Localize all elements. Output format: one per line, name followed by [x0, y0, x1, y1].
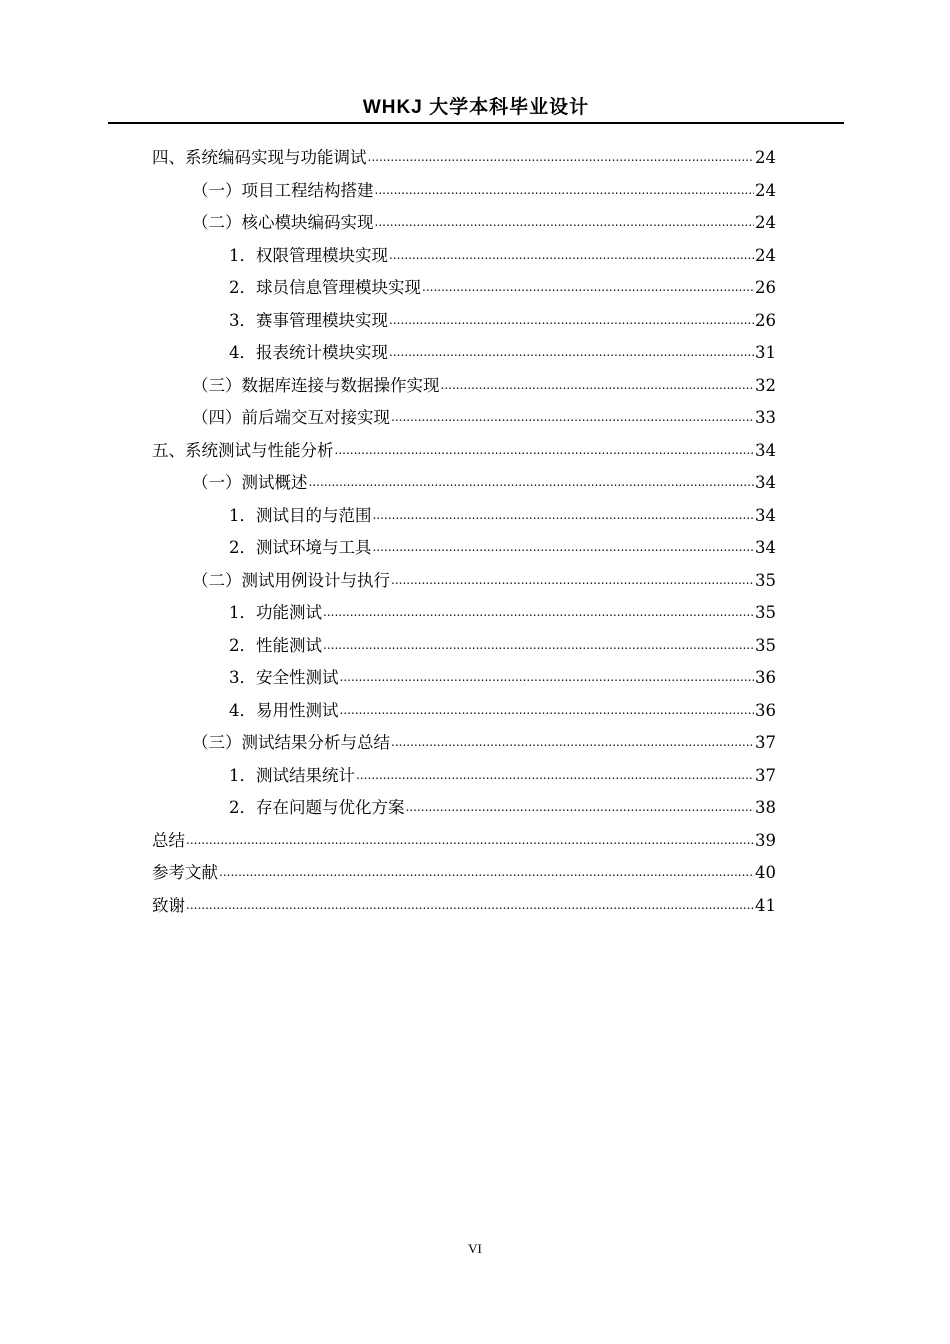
- toc-entry[interactable]: [152, 697, 776, 730]
- toc-entry[interactable]: [152, 794, 776, 827]
- toc-dot-leader: [391, 402, 754, 431]
- toc-entry[interactable]: [152, 762, 776, 795]
- toc-entry-page: 35: [755, 635, 776, 655]
- toc-entry-label: （三）数据库连接与数据操作实现: [192, 375, 440, 395]
- toc-entry-label: （二）测试用例设计与执行: [192, 570, 390, 590]
- toc-dot-leader: [368, 142, 755, 171]
- toc-dot-leader: [340, 695, 755, 724]
- toc-dot-leader: [186, 890, 754, 919]
- toc-entry-page: 35: [755, 603, 776, 622]
- toc-entry-label: 1．测试目的与范围: [229, 505, 372, 525]
- toc-entry-page: 37: [755, 733, 776, 752]
- toc-dot-leader: [186, 825, 754, 854]
- toc-entry-page: 34: [755, 505, 776, 525]
- toc-entry[interactable]: [152, 274, 776, 307]
- toc-dot-leader: [391, 565, 754, 594]
- toc-dot-leader: [335, 435, 755, 464]
- toc-entry[interactable]: [152, 892, 776, 925]
- toc-dot-leader: [441, 370, 755, 399]
- header-divider: [108, 122, 844, 124]
- toc-entry-page: 24: [755, 213, 776, 232]
- toc-entry-label: 2．性能测试: [229, 635, 322, 655]
- toc-dot-leader: [323, 630, 754, 659]
- toc-entry-label: （三）测试结果分析与总结: [192, 733, 390, 752]
- toc-entry[interactable]: [152, 827, 776, 860]
- toc-dot-leader: [323, 597, 754, 626]
- toc-entry-label: 参考文献: [152, 863, 218, 882]
- toc-entry-page: 34: [755, 440, 776, 460]
- toc-entry-label: 四、系统编码实现与功能调试: [152, 148, 367, 167]
- toc-entry-page: 26: [755, 278, 776, 297]
- toc-entry[interactable]: [152, 664, 776, 697]
- toc-entry[interactable]: [152, 339, 776, 372]
- toc-entry-page: 37: [755, 765, 776, 785]
- toc-entry-label: 总结: [152, 830, 185, 850]
- toc-dot-leader: [389, 305, 754, 334]
- page-number: VI: [468, 1241, 482, 1256]
- toc-entry-page: 34: [755, 538, 776, 557]
- toc-entry-label: 4．易用性测试: [229, 700, 339, 720]
- page-header: [108, 94, 844, 122]
- header-title: WHKJ 大学本科毕业设计: [362, 97, 590, 118]
- toc-dot-leader: [356, 760, 754, 789]
- toc-entry[interactable]: [152, 469, 776, 502]
- toc-entry-label: 1．权限管理模块实现: [229, 245, 388, 265]
- toc-entry-page: 31: [755, 343, 776, 362]
- toc-entry[interactable]: [152, 209, 776, 242]
- toc-entry[interactable]: [152, 307, 776, 340]
- toc-dot-leader: [219, 857, 754, 886]
- toc-entry[interactable]: [152, 567, 776, 600]
- toc-entry[interactable]: [152, 404, 776, 437]
- toc-entry-page: 35: [755, 570, 776, 590]
- toc-entry[interactable]: [152, 177, 776, 210]
- toc-dot-leader: [375, 175, 755, 204]
- toc-dot-leader: [406, 792, 755, 821]
- toc-entry-page: 40: [755, 863, 776, 882]
- toc-entry-page: 33: [755, 408, 776, 427]
- toc-dot-leader: [373, 532, 755, 561]
- toc-entry[interactable]: [152, 859, 776, 892]
- toc-dot-leader: [309, 467, 755, 496]
- toc-dot-leader: [389, 337, 754, 366]
- toc-entry-label: 2．存在问题与优化方案: [229, 798, 405, 817]
- toc-dot-leader: [391, 727, 754, 756]
- toc-entry-page: 34: [755, 473, 776, 492]
- toc-entry-page: 41: [755, 895, 776, 915]
- toc-entry-label: （二）核心模块编码实现: [192, 213, 374, 232]
- toc-entry[interactable]: [152, 632, 776, 665]
- toc-entry-label: 2．测试环境与工具: [229, 538, 372, 557]
- toc-entry-label: 1．功能测试: [229, 603, 322, 622]
- toc-entry-page: 38: [755, 798, 776, 817]
- toc-entry-page: 36: [755, 668, 776, 687]
- toc-entry-label: （一）项目工程结构搭建: [192, 180, 374, 200]
- toc-dot-leader: [389, 240, 754, 269]
- toc-entry-label: （一）测试概述: [192, 473, 308, 492]
- toc-entry-page: 24: [755, 245, 776, 265]
- toc-entry[interactable]: [152, 729, 776, 762]
- toc-dot-leader: [422, 272, 754, 301]
- table-of-contents: [152, 144, 776, 924]
- toc-entry-page: 39: [755, 830, 776, 850]
- toc-entry-label: 3．赛事管理模块实现: [229, 310, 388, 330]
- toc-entry-label: 2．球员信息管理模块实现: [229, 278, 421, 297]
- toc-entry[interactable]: [152, 534, 776, 567]
- toc-entry[interactable]: [152, 437, 776, 470]
- toc-entry-label: 五、系统测试与性能分析: [152, 440, 334, 460]
- toc-entry[interactable]: [152, 372, 776, 405]
- toc-entry-label: 4．报表统计模块实现: [229, 343, 388, 362]
- toc-entry-label: （四）前后端交互对接实现: [192, 408, 390, 427]
- toc-dot-leader: [375, 207, 755, 236]
- toc-entry-label: 致谢: [152, 895, 185, 915]
- toc-entry[interactable]: [152, 242, 776, 275]
- toc-entry[interactable]: [152, 599, 776, 632]
- toc-dot-leader: [340, 662, 755, 691]
- toc-entry-label: 3．安全性测试: [229, 668, 339, 687]
- toc-entry-page: 24: [755, 148, 776, 167]
- toc-entry-page: 32: [755, 375, 776, 395]
- toc-entry[interactable]: [152, 144, 776, 177]
- toc-entry-page: 24: [755, 180, 776, 200]
- toc-entry-page: 26: [755, 310, 776, 330]
- toc-dot-leader: [373, 500, 755, 529]
- toc-entry[interactable]: [152, 502, 776, 535]
- toc-entry-label: 1．测试结果统计: [229, 765, 355, 785]
- toc-entry-page: 36: [755, 700, 776, 720]
